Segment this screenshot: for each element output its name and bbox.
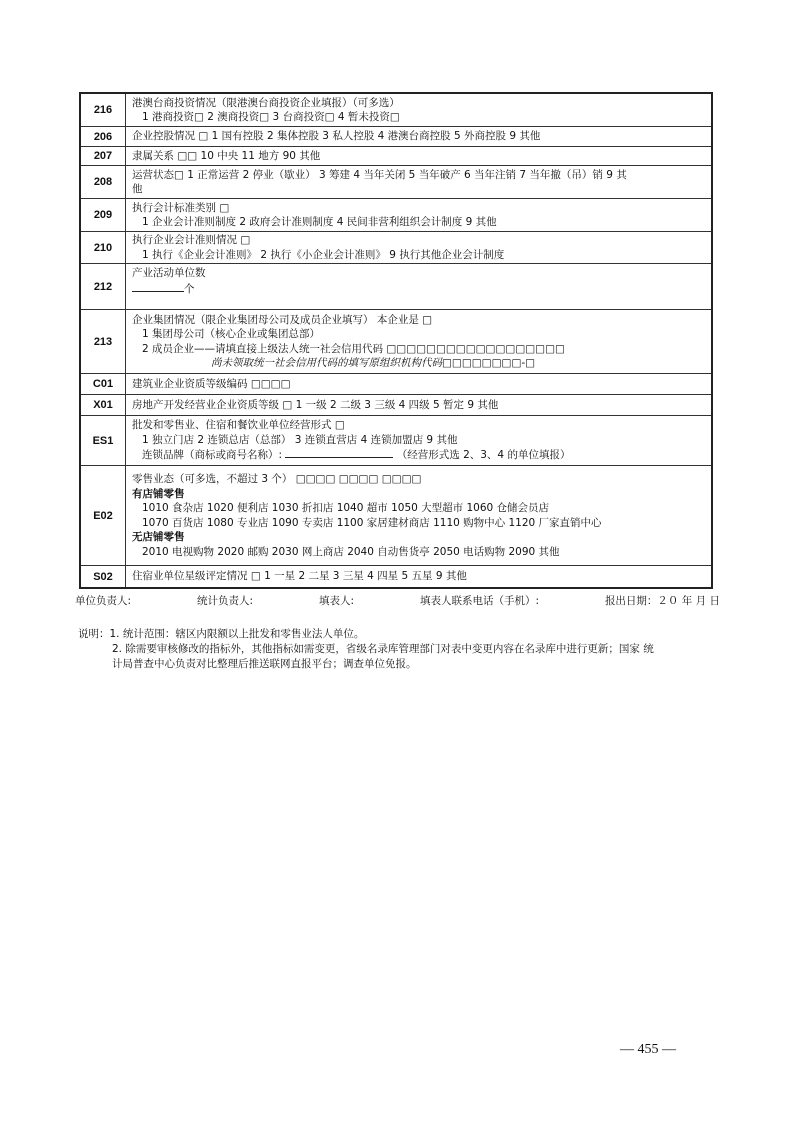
filler-label: 填表人:: [318, 595, 355, 607]
report-date-label: 报出日期：２０ 年 月 日: [604, 595, 720, 607]
row-s02: [81, 565, 711, 587]
brand-note: （经营形式选 2、3、4 的单位填报）: [396, 449, 571, 462]
row-code: 210: [81, 232, 126, 263]
row-text: 住宿业单位星级评定情况 □ 1 一星 2 二星 3 三星 4 四星 5 五星 9 其他: [132, 570, 467, 583]
store-retail-heading: 有店铺零售: [132, 487, 185, 500]
brand-label: 连锁品牌（商标或商号名称）:: [142, 449, 283, 462]
notes: [78, 627, 718, 672]
row-option-1: 1 集团母公司（核心企业或集团总部）: [142, 328, 321, 340]
row-title: 执行会计标准类别 □: [132, 201, 230, 214]
row-code: 212: [81, 264, 126, 309]
statistical-form-table: [79, 92, 713, 589]
row-code: S02: [81, 566, 126, 587]
row-options: 1 港商投资□ 2 澳商投资□ 3 台商投资□ 4 暂未投资□: [142, 111, 400, 123]
row-es1: [81, 415, 711, 465]
row-options: 1 企业会计准则制度 2 政府会计准则制度 4 民间非营利组织会计制度 9 其他: [142, 216, 497, 228]
non-store-retail-line: 2010 电视购物 2020 邮购 2030 网上商店 2040 自动售货亭 2050 电话购物 2090 其他: [142, 545, 560, 558]
unit-label: 个: [184, 282, 195, 295]
brand-blank[interactable]: [285, 447, 393, 458]
non-store-retail-heading: 无店铺零售: [132, 531, 185, 543]
row-title: 产业活动单位数: [132, 267, 206, 279]
row-x01: [81, 394, 711, 415]
row-c01: [81, 373, 711, 394]
row-code: 213: [81, 310, 126, 373]
row-text: 房地产开发经营业企业资质等级 □ 1 一级 2 二级 3 三级 4 四级 5 暂定 9 其他: [132, 398, 499, 411]
note-2-cont: 计局普查中心负责对比整理后推送联网直报平台；调查单位免报。: [112, 658, 417, 670]
signature-line: [75, 593, 720, 608]
row-code: 209: [81, 199, 126, 231]
note-2: 2. 除需要审核修改的指标外，其他指标如需变更，省级名录库管理部门对表中变更内容在名录库中进行更新；国家 统: [112, 643, 654, 655]
row-text-cont: 他: [132, 183, 143, 195]
row-code: ES1: [81, 416, 126, 465]
row-206: [81, 126, 711, 146]
stat-head-label: 统计负责人:: [196, 595, 254, 607]
row-code: 216: [81, 94, 126, 126]
row-208: [81, 165, 711, 198]
row-code: X01: [81, 395, 126, 415]
row-title: 企业集团情况（限企业集团母公司及成员企业填写） 本企业是 □: [132, 313, 433, 326]
row-code: E02: [81, 466, 126, 565]
row-options: 1 执行《企业会计准则》 2 执行《小企业会计准则》 9 执行其他企业会计制度: [142, 248, 505, 261]
row-216: [81, 94, 711, 126]
page-number: — 455 —: [620, 1042, 676, 1057]
row-option-note: 尚未领取统一社会信用代码的填写原组织机构代码□□□□□□□□-□: [211, 357, 536, 369]
row-209: [81, 198, 711, 231]
count-blank[interactable]: [132, 281, 184, 292]
store-retail-line-1: 1010 食杂店 1020 便利店 1030 折扣店 1040 超市 1050 大型超市 1060 仓储会员店: [142, 502, 550, 514]
note-1: 说明：1. 统计范围：辖区内限额以上批发和零售业法人单位。: [78, 628, 365, 640]
row-title: 批发和零售业、住宿和餐饮业单位经营形式 □: [132, 419, 345, 432]
row-code: 207: [81, 147, 126, 165]
row-options: 1 独立门店 2 连锁总店（总部） 3 连锁直营店 4 连锁加盟店 9 其他: [142, 433, 458, 446]
row-title: 港澳台商投资情况（限港澳台商投资企业填报）（可多选）: [132, 96, 400, 109]
filler-phone-label: 填表人联系电话（手机）:: [419, 595, 539, 607]
row-207: [81, 146, 711, 165]
row-text: 企业控股情况 □ 1 国有控股 2 集体控股 3 私人控股 4 港澳台商控股 5 外商控股 9 其他: [132, 130, 541, 143]
row-option-2: 2 成员企业——请填直接上级法人统一社会信用代码 □□□□□□□□□□□□□□□□□□: [142, 342, 565, 355]
row-210: [81, 231, 711, 263]
row-e02: [81, 465, 711, 565]
store-retail-line-2: 1070 百货店 1080 专业店 1090 专卖店 1100 家居建材商店 1110 购物中心 1120 厂家直销中心: [142, 516, 602, 529]
row-code: 206: [81, 127, 126, 146]
row-text: 隶属关系 □□ 10 中央 11 地方 90 其他: [132, 149, 321, 162]
row-213: [81, 309, 711, 373]
row-212: [81, 263, 711, 309]
row-text: 建筑业企业资质等级编码 □□□□: [132, 377, 291, 390]
row-title: 执行企业会计准则情况 □: [132, 234, 251, 246]
row-code: C01: [81, 374, 126, 394]
row-text: 运营状态□ 1 正常运营 2 停业（歇业） 3 筹建 4 当年关闭 5 当年破产 6 当年注销 7 当年撤（吊）销 9 其: [132, 168, 627, 181]
row-title: 零售业态（可多选，不超过 3 个） □□□□ □□□□ □□□□: [132, 473, 422, 485]
row-code: 208: [81, 166, 126, 198]
unit-head-label: 单位负责人:: [75, 595, 132, 607]
